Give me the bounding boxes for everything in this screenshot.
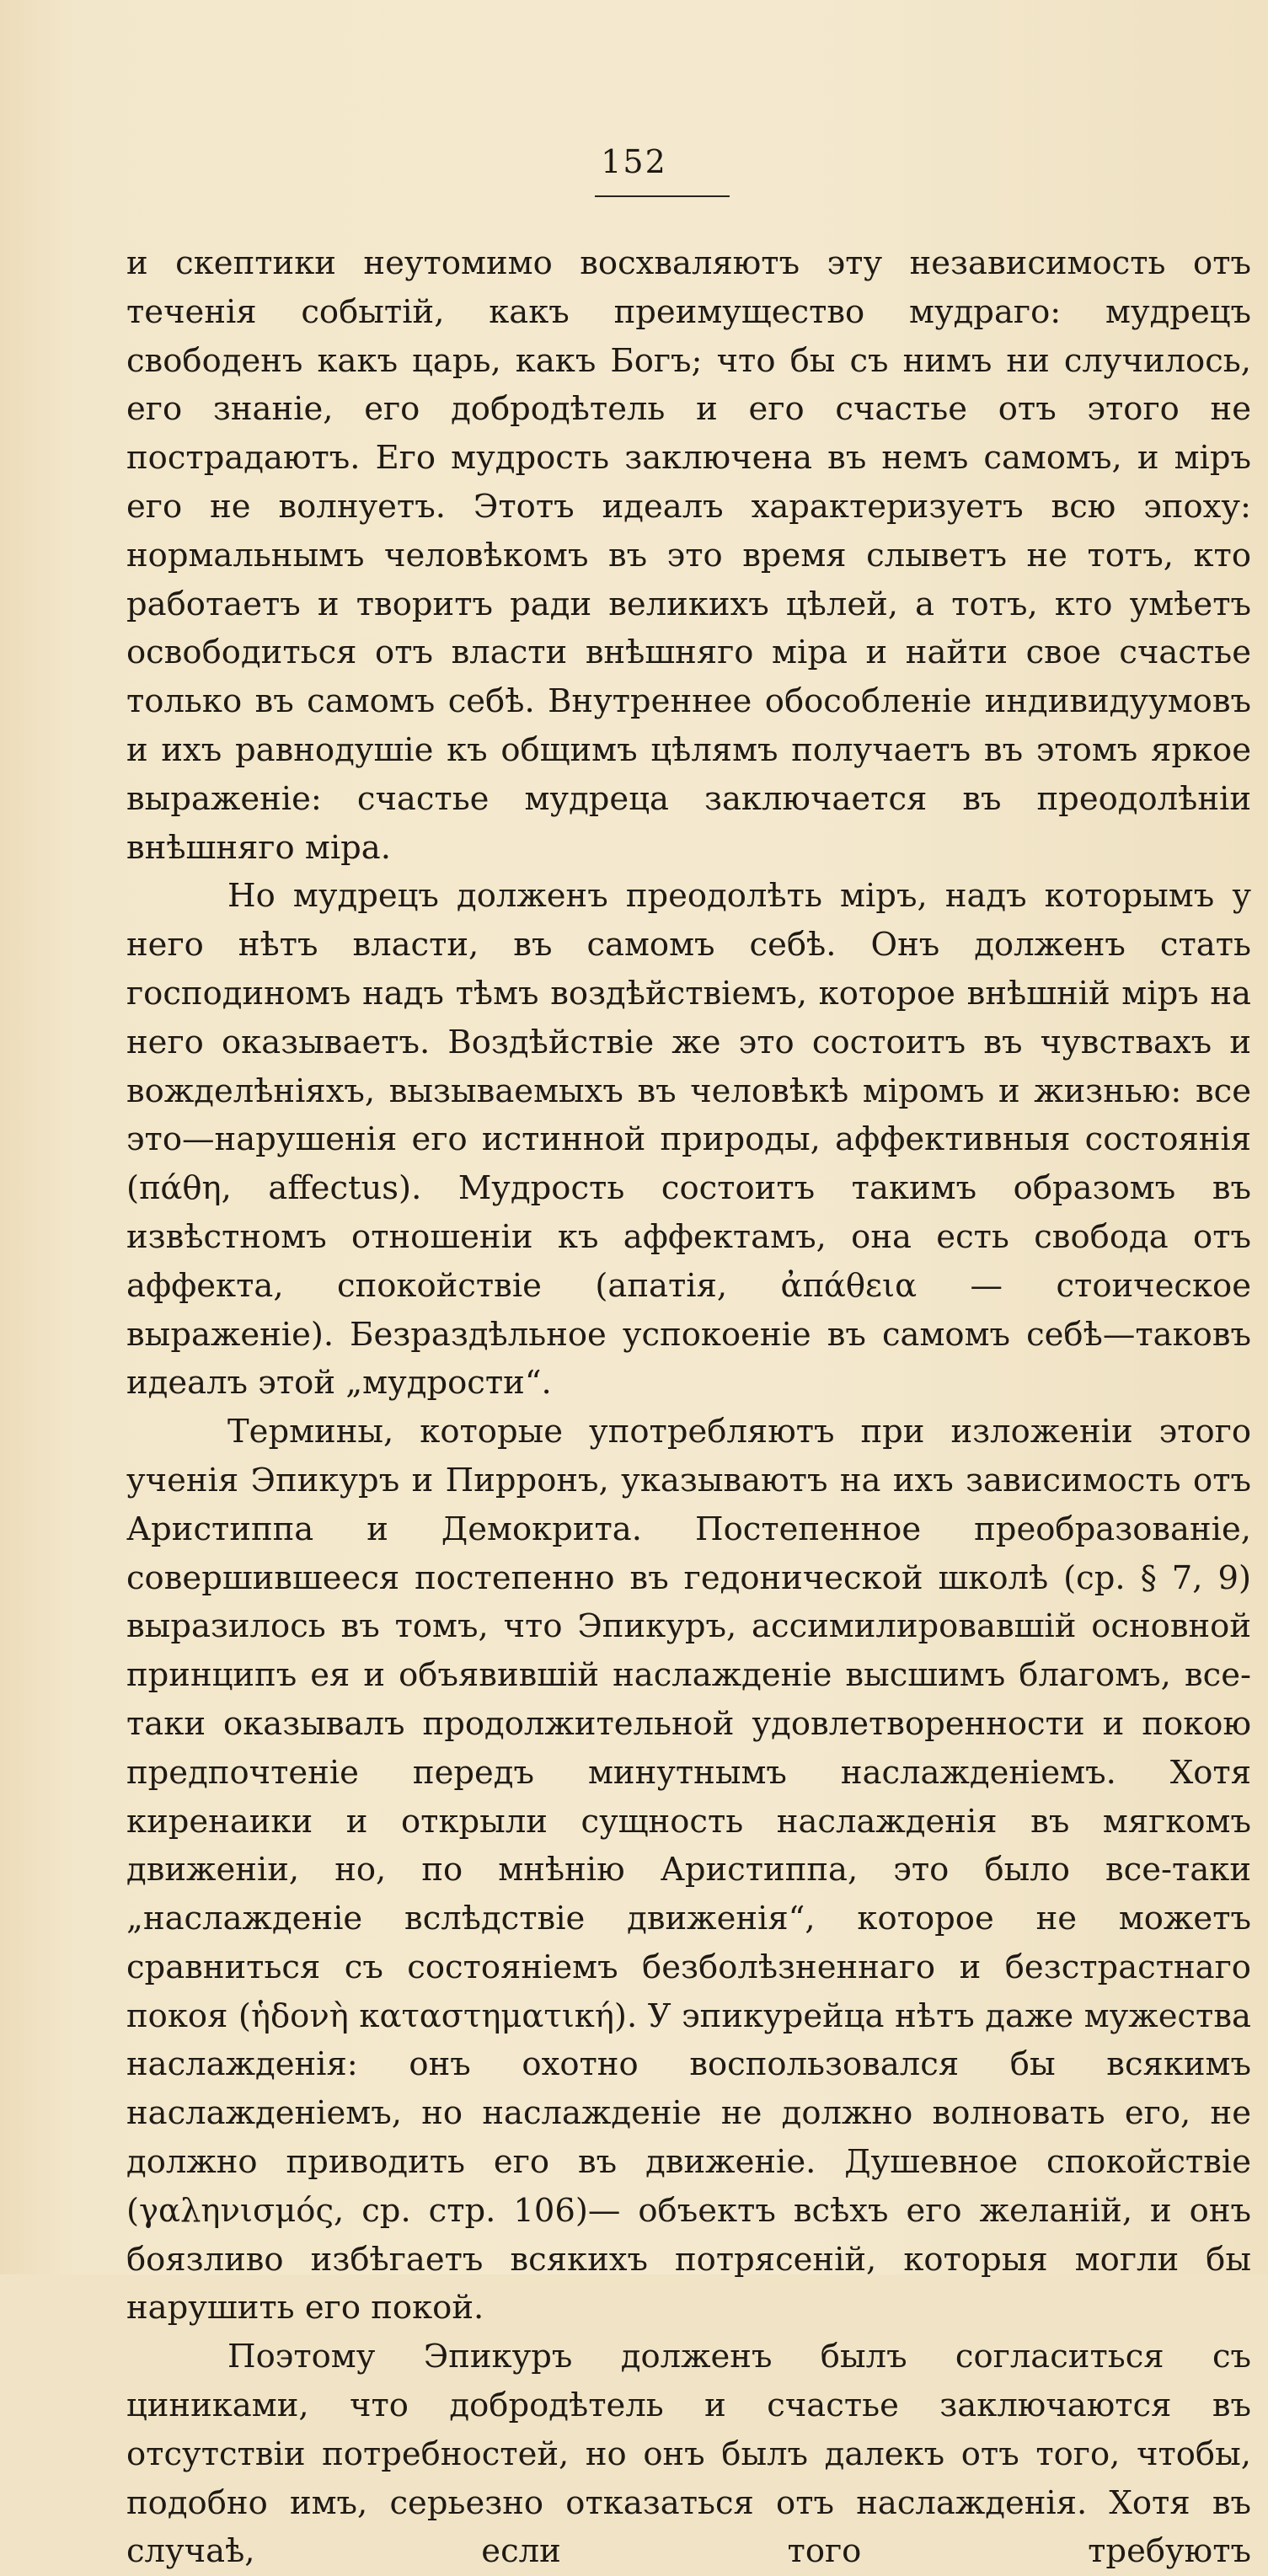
page-number: 152	[601, 143, 667, 180]
page-number-rule	[595, 195, 730, 197]
paragraph-3: Термины, которые употребляютъ при изложеніи этого ученія Эпикуръ и Пирронъ, указываютъ на ихъ зависимость отъ Аристиппа и Демокрита. Постепенное преобразованіе, совершившееся постепенно въ гедонической школѣ (ср. § 7, 9) выразилось въ томъ, что Эпикуръ, ассимилировавшій основной принципъ ея и объявившій наслажденіе высшимъ благомъ, все-таки оказывалъ продолжительной удовлетворенности и покою предпочтеніе передъ минутнымъ наслажденіемъ. Хотя киренаики и открыли сущность наслажденія въ мягкомъ движеніи, но, по мнѣнію Аристиппа, это было все-таки „наслажденіе вслѣдствіе движенія“, которое не можетъ сравниться съ состояніемъ безболѣзненнаго и безстрастнаго покоя (ἡδονὴ καταστηματική). У эпикурейца нѣтъ даже мужества наслажденія: онъ охотно воспользовался бы всякимъ наслажденіемъ, но наслажденіе не должно волновать его, не должно приводить его въ движеніе. Душевное спокойствіе (γαληνισμός, ср. стр. 106)— объектъ всѣхъ его желаній, и онъ боязливо избѣгаетъ всякихъ потрясеній, которыя могли бы нарушить его покой.	[126, 1413, 1251, 2327]
paragraph-4: Поэтому Эпикуръ долженъ былъ согласиться съ циниками, что добродѣтель и счастье заключаются въ отсутствіи потребностей, но онъ былъ далекъ отъ того, чтобы, подобно имъ, серьезно отказаться отъ наслажденія. Хотя въ случаѣ, если того требуютъ	[126, 2338, 1251, 2571]
paragraph-1: и скептики неутомимо восхваляютъ эту независимость отъ теченія событій, какъ преимущество мудраго: мудрецъ свободенъ какъ царь, какъ Богъ; что бы съ нимъ ни случилось, его знаніе, его добродѣтель и его счастье отъ этого не пострадаютъ. Его мудрость заключена въ немъ самомъ, и міръ его не волнуетъ. Этотъ идеалъ характеризуетъ всю эпоху: нормальнымъ человѣкомъ въ это время слыветъ не тотъ, кто работаетъ и творитъ ради великихъ цѣлей, а тотъ, кто умѣетъ освободиться отъ власти внѣшняго міра и найти свое счастье только въ самомъ себѣ. Внутреннее обособленіе индивидуумовъ и ихъ равнодушіе къ общимъ цѣлямъ получаетъ въ этомъ яркое выраженіе: счастье мудреца заключается въ преодолѣніи внѣшняго міра.	[126, 244, 1251, 867]
paragraph-2: Но мудрецъ долженъ преодолѣть міръ, надъ которымъ у него нѣтъ власти, въ самомъ себѣ. Онъ долженъ стать господиномъ надъ тѣмъ воздѣйствіемъ, которое внѣшній міръ на него оказываетъ. Воздѣйствіе же это состоитъ въ чувствахъ и вожделѣніяхъ, вызываемыхъ въ человѣкѣ міромъ и жизнью: все это—нарушенія его истинной природы, аффективныя состоянія (πάθη, affectus). Мудрость состоитъ такимъ образомъ въ извѣстномъ отношеніи къ аффектамъ, она есть свобода отъ аффекта, спокойствіе (апатія, ἀπάθεια — стоическое выраженіе). Безраздѣльное успокоеніе въ самомъ себѣ—таковъ идеалъ этой „мудрости“.	[126, 877, 1251, 1403]
body-text	[126, 239, 1251, 2576]
